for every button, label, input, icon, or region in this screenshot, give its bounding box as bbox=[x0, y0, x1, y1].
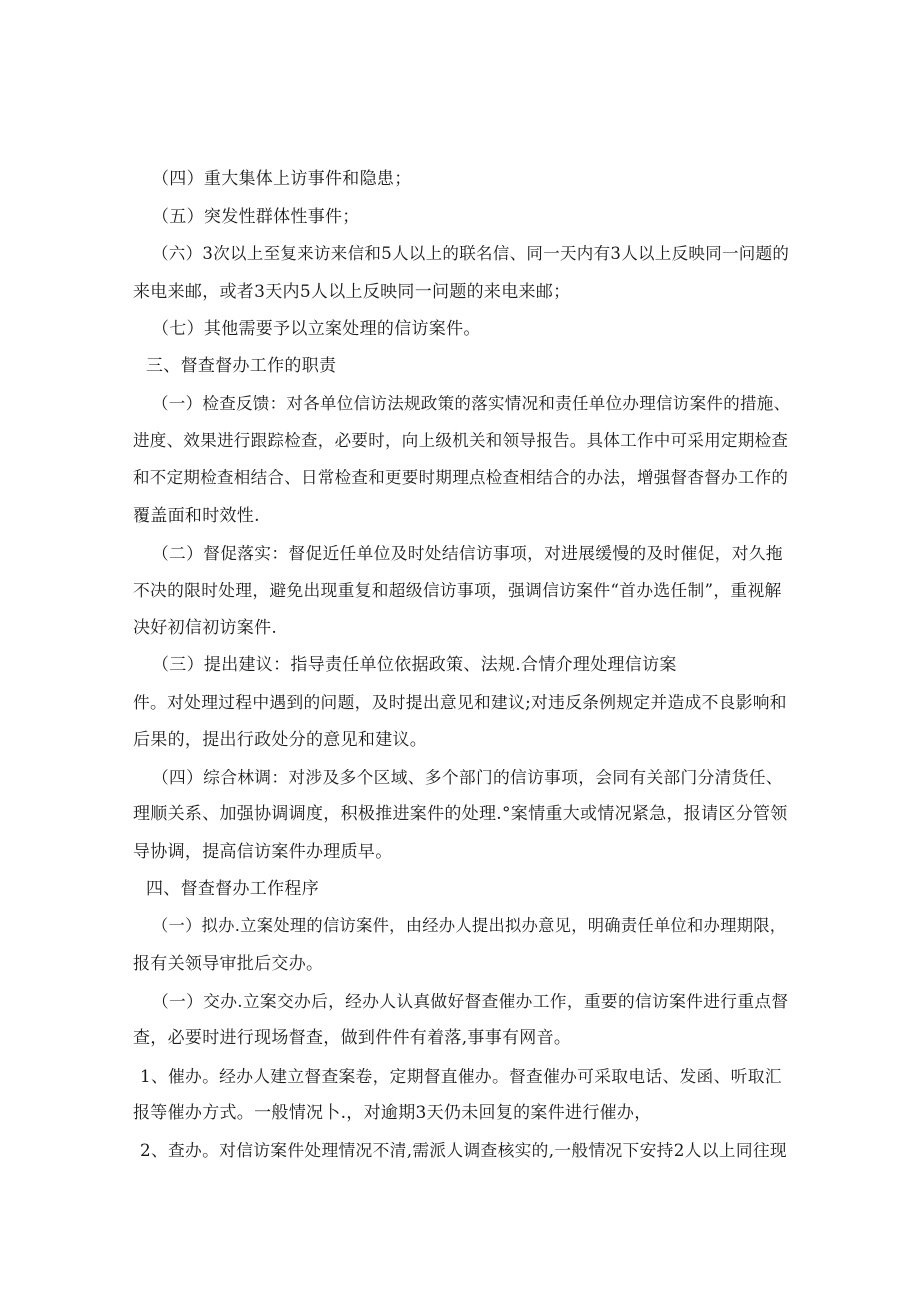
text-line: 后果的，提出行政处分的意见和建议。 bbox=[133, 730, 428, 750]
text-line: 报等催办方式。一般情况卜.，对逾期3天仍未回复的案件进行催办， bbox=[133, 1103, 652, 1123]
text-line: 导协调，提高信访案件办理质早。 bbox=[133, 842, 393, 862]
text-line: （三）提出建议：指导责任单位依据政策、法规.合情介理处理信访案 bbox=[152, 655, 677, 675]
text-line: 进度、效果进行跟踪检查，必要时，向上级机关和领导报告。具体工作中可采用定期检查 bbox=[133, 431, 789, 450]
text-line: （六）3次以上至复来访来信和5人以上的联名信、同一天内有3人以上反映同一问题的 bbox=[152, 244, 790, 263]
text-line: 决好初信初访案件. bbox=[133, 618, 278, 638]
section-heading: 三、督查督办工作的职责 bbox=[146, 356, 337, 376]
text-line: 不决的限时处理，避免出现重复和超级信访事项，强调信访案件“首办选任制”，重视解 bbox=[133, 580, 782, 600]
text-line: 查，必要时进行现场督查，做到件件有着落,事事有网音。 bbox=[133, 1028, 572, 1048]
section-heading: 四、督查督办工作程序 bbox=[146, 879, 319, 899]
text-line: （一）交办.立案交办后，经办人认真做好督查催办工作，重要的信访案件进行重点督 bbox=[152, 991, 789, 1011]
text-line: 2、查办。对信访案件处理情况不清,需派人调查核实的,一般情况下安持2人以上同往现 bbox=[140, 1140, 787, 1160]
text-line: 理顺关系、加强协调调度，积极推进案件的处理.°案情重大或情况紧急，报请区分管领 bbox=[133, 804, 788, 824]
text-line: 件。对处理过程中遇到的问题，及时提出意见和建议;对违反条例规定并造成不良影响和 bbox=[133, 692, 787, 712]
text-line: （一）拟办.立案处理的信访案件，由经办人提出拟办意见，明确责任单位和办理期限， bbox=[152, 916, 787, 935]
text-line: 和不定期检查相结合、日常检查和更要时期理点检查相结合的办法，增强督杳督办工作的 bbox=[133, 468, 789, 487]
text-line: 来电来邮，或者3天内5人以上反映同一问题的来电来邮； bbox=[133, 282, 571, 302]
text-line: （四）重大集体上访事件和隐患； bbox=[152, 169, 412, 189]
text-line: （四）综合林调：对涉及多个区域、多个部门的信访事项，会同有关部门分清货任、 bbox=[152, 767, 783, 787]
text-line: 覆盖面和时效性. bbox=[133, 506, 260, 526]
text-line: 报有关领导审批后交办。 bbox=[133, 954, 324, 974]
text-line: （二）督促落实：督促近任单位及时处结信访事项，对进展缓慢的及时催促，对久拖 bbox=[152, 543, 783, 563]
text-line: （五）突发性群体性事件； bbox=[152, 207, 360, 227]
text-line: （七）其他需要予以立案处理的信访案件。 bbox=[152, 319, 481, 339]
text-line: 1、催办。经办人建立督查案卷，定期督直催办。督查催办可采取电话、发函、听取汇 bbox=[140, 1066, 782, 1086]
text-line: （一）检查反馈：对各单位信访法规政策的落实情况和责任单位办理信访案件的措施、 bbox=[152, 394, 791, 413]
